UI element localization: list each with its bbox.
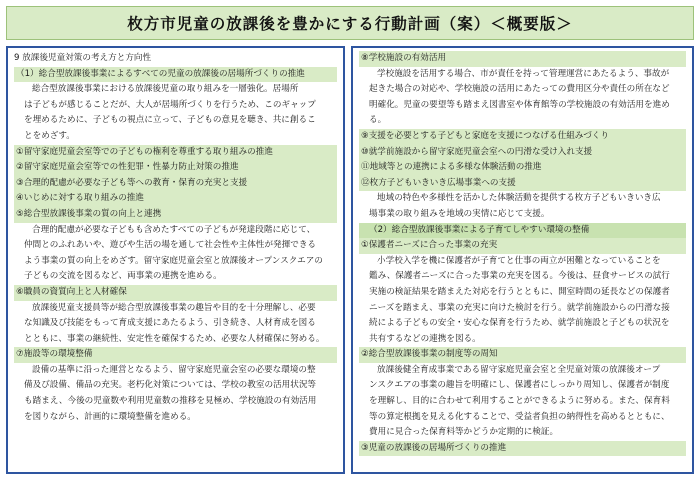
text-line: とともに、事業の継続性、安定性を確保するため、必要な人材確保に努める。 [24, 333, 325, 344]
text-line: も踏まえ、今後の児童数や利用児童数の推移を見極め、学校施設の有効活用 [24, 396, 317, 407]
text-line: 放課後健全育成事業である留守家庭児童会室と全児童対策の放課後オープ [377, 364, 661, 375]
left-content [14, 51, 337, 425]
section-heading: （1）総合型放課後事業によるすべての児童の放課後の居場所づくりの推進 [14, 67, 337, 83]
text-line: 場事業の取り組みを地域の実情に応じて支援。 [369, 208, 550, 219]
section-heading: ⑨支援を必要とする子どもと家庭を支援につなげる仕組みづくり [359, 129, 686, 145]
text-line: 鑑み、保護者ニーズに合った事業の充実を図る。今後は、昼食サービスの試行 [369, 271, 670, 282]
text-line: 続による子どもの安全・安心な保育を行うため、就学前施設と子どもの状況を [369, 318, 670, 329]
text-line: 合理的配慮が必要な子どもも含めたすべての子どもが発達段階に応じて、 [32, 224, 316, 235]
text-line: ンスクエアの事業の趣旨を明確にし、保護者にしっかり周知し、保護者が制度 [369, 380, 670, 391]
text-line: 等の算定根拠を見える化することで、受益者負担の納得性を高めるとともに、 [369, 411, 670, 422]
text-line: ニーズを踏まえ、事業の充実に向けた検討を行う。就学前施設からの円滑な接 [369, 302, 670, 313]
text-line: 起きた場合の対応や、学校施設の活用にあたっての費用区分や責任の所在など [369, 84, 670, 95]
text-line: を図りながら、計画的に環境整備を進める。 [24, 411, 196, 422]
text-line: 小学校入学を機に保護者が子育てと仕事の両立が困難となっていることを [377, 255, 661, 266]
text-line: な知識及び技能をもって育成支援にあたるよう、引き続き、人材育成を図る [24, 318, 316, 329]
section-heading: ⑩就学前施設から留守家庭児童会室への円滑な受け入れ支援 [359, 145, 686, 161]
section-heading: ⑥職員の資質向上と人材確保 [14, 285, 337, 301]
text-line: 費用に見合った保育料等かどうか定期的に検証。 [369, 427, 559, 438]
text-line: よう事業の質の向上をめざす。留守家庭児童会室と放課後オープンスクエアの [24, 255, 323, 266]
page-title: 枚方市児童の放課後を豊かにする行動計画（案）＜概要版＞ [6, 6, 694, 40]
section-heading: ⑧学校施設の有効活用 [359, 51, 686, 67]
section-heading: ③合理的配慮が必要な子ども等への教育・保育の充実と支援 [14, 176, 337, 192]
text-line: 設備の基準に沿った運営となるよう、留守家庭児童会室の必要な環境の整 [32, 364, 316, 375]
section-heading: ⑪地域等との連携による多様な体験活動の推進 [359, 160, 686, 176]
text-line: 地域の特色や多様性を活かした体験活動を提供する枚方子どもいきいき広 [377, 193, 661, 204]
section-title: 9 放課後児童対策の考え方と方向性 [14, 53, 152, 63]
section-heading: ⑤総合型放課後事業の質の向上と連携 [14, 207, 337, 223]
section-heading: ②総合型放課後事業の制度等の周知 [359, 347, 686, 363]
text-line: 子どもの交流を図るなど、両事業の連携を進める。 [24, 271, 222, 282]
section-heading: ①保護者ニーズに合った事業の充実 [359, 238, 686, 254]
text-line: 共有するなどの連携を図る。 [369, 333, 481, 344]
section-heading: ⑫枚方子どもいきいき広場事業への支援 [359, 176, 686, 192]
section-heading: ⑦施設等の環境整備 [14, 347, 337, 363]
section-heading: （2）総合型放課後事業による子育てしやすい環境の整備 [359, 223, 686, 239]
right-panel [351, 46, 694, 474]
text-line: 放課後児童支援員等が総合型放課後事業の趣旨や目的を十分理解し、必要 [32, 302, 316, 313]
text-line: 仲間とのふれあいや、遊びや生活の場を通して社会性や主体性が発揮できる [24, 240, 317, 251]
section-heading: ③児童の放課後の居場所づくりの推進 [359, 441, 686, 457]
section-heading: ②留守家庭児童会室等での性犯罪・性暴力防止対策の推進 [14, 160, 337, 176]
section-heading: ④いじめに対する取り組みの推進 [14, 191, 337, 207]
text-line: る。 [369, 115, 387, 126]
text-line: 明確化。児童の要望等も踏まえ図書室や体育館等の学校施設の有効活用を進め [369, 99, 670, 110]
text-line: を埋めるために、子どもの視点に立って、子どもの意見を聴き、共に創るこ [24, 115, 316, 126]
left-panel [6, 46, 345, 474]
section-heading: ①留守家庭児童会室等での子どもの権利を尊重する取り組みの推進 [14, 145, 337, 161]
text-line: 学校施設を活用する場合、市が責任を持って管理運営にあたるよう、事故が [377, 68, 670, 79]
text-line: 総合型放課後事業における放課後児童の取り組みを一層強化。居場所 [32, 84, 299, 95]
text-line: とをめざす。 [24, 130, 75, 141]
text-line: は子どもが感じることだが、大人が居場所づくりを行うため、このギャップ [24, 99, 316, 110]
text-line: 実施の検証結果を踏まえた対応を行うとともに、開室時間の延長などの保護者 [369, 286, 670, 297]
text-line: を理解し、目的に合わせて利用することができるように努める。また、保育料 [369, 396, 670, 407]
right-content [359, 51, 686, 456]
text-line: 備及び設備、備品の充実。老朽化対策については、学校の教室の活用状況等 [24, 380, 317, 391]
